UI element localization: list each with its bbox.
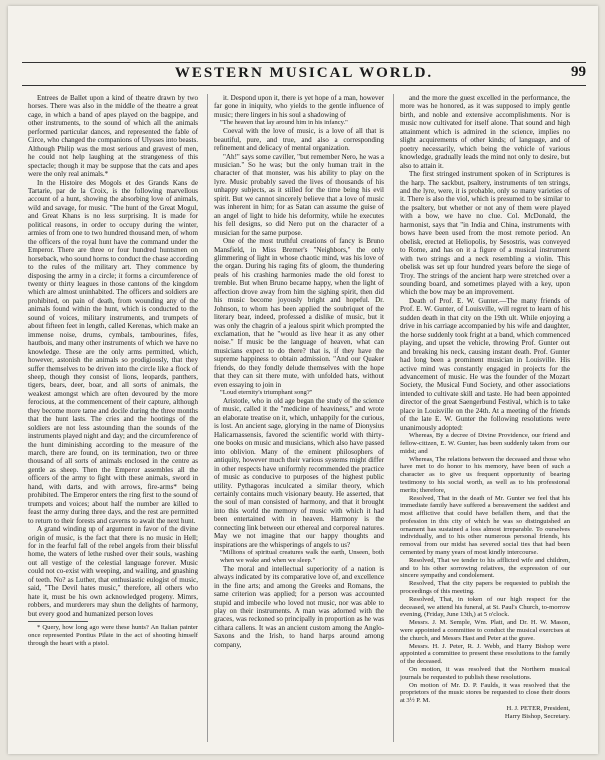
page-header bbox=[22, 62, 586, 86]
resolution: On motion, it was resolved that the Northern musical journals be requested to publish these resolutions. bbox=[400, 666, 570, 681]
resolution: Messrs. H. J. Peter, R. J. Webb, and Harry Bishop were appointed a committee to present these resolutions to the family of the deceased. bbox=[400, 642, 570, 666]
paragraph: The moral and intellectual superiority of a nation is always indicated by its comparative love of, and excellence in the fine arts; and among the Greeks and Romans, the same criterion was applied; for a person was accounted stupid and imbecile who loved not music, nor was able to play on their instruments. A man was adorned with the graces, was reckoned so principally in proportion as he was cithara callens. It was an ancient custom among the Anglo-Saxons and the Irish, to hand harps around among company, bbox=[214, 564, 384, 649]
paragraph: In the Histoire des Mogols et des Grands Kans de Tartarie, par de la Croix, is the following marvellous account of a hunt, showing the absorbing love of animals, wild and savage, for music. "The hunt of the Great Mogul, and Great Khans is no less surprising. It is made for political reasons, in order to occupy during the winter, armies of from one to two hundred thousand men, of whom the officers of the royal hunt have the command under the Emperor. There are three or four hundred huntsmen on horseback, who sound horns to conduct the chase according to the rules of the military art. They commence by disposing the army in a circle; it forms a circumference of twenty or thirty leagues in those cantons of the kingdom which are almost uninhabited. The officers and soldiers are prohibited, on pain of death, from wounding any of the animals found within the hunt, which is conducted to the sound of voices, military instruments, and trumpets of about fifteen feet in length, called Kerenas, which make an immense noise, drums, cymbals, tambourines, fifes, hautbois, and many other instruments of which we have no knowledge. These are the only arms permitted, which, however, astonish the animals so prodigiously, that they suffer themselves to be driven into the circle like a flock of sheep, though they consist of lions, leopards, panthers, tigers, bears, deer, boar, and all sorts of animals, the weakest amongst which are often devoured by the more ferocious, at the commencement of their capture, although they become more tame and docile during the three months that the hunt lasts. The cries and the hootings of the soldiers are not less astounding than the sounds of the instruments played night and day; and the circumference of the hunt diminishing according to the measure of the march, there are found, on its termination, two or three thousand of all sorts of animals enclosed in the centre as gentle as sheep. Then the Emperor assembles all the officers of the army to fight with these animals, sword in hand, with darts, and with arrows, fire-arms* being prohibited. The Emperor enters the ring first to the sound of trumpets and voices; about half the number are killed to feast the army during three days, and the rest are permitted to return to their forests and caverns to await the next hunt. bbox=[28, 178, 198, 525]
paragraph: Entrees de Ballet upon a kind of theatre drawn by two horses. There was also in the middle of the theatre a great cage, in which a band of apes played on the bagpipe, and other instruments, to the sound of which all the animals performed particular dances, and represented the fable of Circe, who changed the companions of Ulysses into beasts. Although Philip was the most serious and gravest of men, he could not help laughing at the strangeness of this spectacle; though it may be suppose that the cats and apes were the only real animals.* bbox=[28, 94, 198, 179]
resolution: Resolved, That, in token of our high respect for the deceased, we attend his funeral, at St. Paul's Church, to-morrow evening, (Friday, June 13th,) at 5 o'clock. bbox=[400, 595, 570, 619]
quotation: "Millions of spiritual creatures walk the earth, Unseen, both when we wake and when we sleep." bbox=[220, 549, 384, 564]
resolution: Whereas, The relations between the deceased and those who have met to do honor to his memory, have been of such a character as to give us frequent opportunity of bearing testimony to his social worth, as well as to his professional merits; therefore, bbox=[400, 455, 570, 494]
resolution: Messrs. J. M. Semple, Wm. Platt, and Dr. H. W. Mason, were appointed a committee to conduct the musical exercises at the church, and Messrs Hast and Peter at the grave. bbox=[400, 619, 570, 642]
column-2 bbox=[214, 94, 384, 747]
paragraph: One of the most truthful creations of fancy is Bruno Mansfield, in Miss Bremer's "Neighbors," the only glimmering of light in whose chaotic mind, was his love of the organ. During his raging fits of gloom, the thundering peals of his crashing harmonies made the old forest to tremble. But when Bruno became happy, when the light of affection drove away from him the sighing spirit, then did his music become joyously bright and hopeful. Dr. Johnson, to whom has been applied the soubriquet of the literary bear, indeed, professed a dislike of music, but it was only the chagrin of a jealous spirit which prompted the exclamation, that he "would as live hear it as any other noise." If music be the language of heaven, what can musicians expect to do there? that is, if they have the supreme happiness to obtain admission. "And our Quaker friends, do they fondly delude themselves with the hope that they can sit there mute, with unfolded hats, without even essaying to join in bbox=[214, 237, 384, 389]
resolution: Resolved, That the city papers be requested to publish the proceedings of this meeting. bbox=[400, 580, 570, 596]
footnote-divider bbox=[28, 621, 88, 622]
obituary-paragraph: Death of Prof. E. W. Gunter.—The many friends of Prof. E. W. Gunter, of Louisville, will regret to learn of his sudden death in that city on the 19th ult. While enjoying a drive in his carriage accompanied by his wife and daughter, the horse suddenly took fright at a band, which commenced playing, and upset the vehicle, throwing Prof. Gunter out and breaking his neck, causing instant death. Prof. Gunter had long been a prominent musician in Louisville. His active mind was constantly engaged in projects for the advancement of music. He was the founder of the Mozart Society, the Musical Fund Society, and other associations intended to cultivate skill and taste. He had been appointed director of the great Saengerbund Festival, which is to take place in Louisville on the 24th. At a meeting of the friends of the late E. W. Gunter the following resolutions were unanimously adopted: bbox=[400, 296, 570, 432]
column-1 bbox=[28, 94, 198, 744]
paragraph: Aristotle, who in old age began the study of the science of music, called it the "medicine of heaviness," and wrote an elaborate treatise on it, which, unhappily for the curious, is lost. An ancient sage, glorying in the name of Dionysius Halicarnassensis, favored the scientific world with thirty-one books on music and musicians, which also have passed into oblivion. Many of the eminent philosophers of antiquity, however much their various systems might differ in other respects have uniformly recommended the practice of music as conducive to purposes of the highest public utility. Pythagoras inculcated a similar theory, which certainly contains much visionary beauty. He asserted, that the soul of man consisted of harmony, and that it brought into this world the memory of music with which it had been entertained with in heaven. Harmony is the connecting link between our ethereal and corporeal natures. May we not imagine that our happy thoughts and inspirations are the whisperings of angels to us? bbox=[214, 397, 384, 549]
quotation: "The heaven that lay around him in his infancy." bbox=[220, 119, 348, 127]
paragraph: it. Despond upon it, there is yet hope of a man, however far gone in iniquity, who yields to the gentle influence of music; there lingers in his soul a shadowing of bbox=[214, 94, 384, 119]
paragraph: "Ah!" says some caviller, "but remember Nero, he was a musician." So he was; but the only human trait in the character of that monster, was his ability to play on the lyre. Music probably saved the lives of thousands of his unhappy subjects, as it stilled for the time being his evil spirit. But we cannot sincerely believe that a love of music was inherent in him; for as Satan can assume the guise of an angel of light to hide his deformity, while he executes his fell designs, so did Nero put on the character of a musician for the same purpose. bbox=[214, 152, 384, 237]
resolution: Resolved, That in the death of Mr. Gunter we feel that his immediate family have suffered a bereavement the saddest and most afflictive that could have befallen them, and that the profession in this city of which he was so distinguished an ornament has sustained a loss almost irreparable. To ourselves individually, and to his other numerous personal friends, his removal from our midst has severed social ties that had been cemented by many years of most kindly intercourse. bbox=[400, 494, 570, 557]
page-title: WESTERN MUSICAL WORLD. bbox=[174, 65, 434, 81]
resolution: Whereas, By a decree of Divine Providence, our friend and fellow-citizen, E. W. Gunter, has been suddenly taken from our midst; and bbox=[400, 432, 570, 455]
paragraph: The first stringed instrument spoken of in Scriptures is the harp. The sackbut, psaltery, instruments of ten strings, and the lyre, were, it is probable, only so many varieties of it. There is also the viol, which is presumed to be similar to the psaltery, but whether or not any of them were played with a bow, we have no clue. Col. McDonald, the harmonist, says that "in India and China, instruments with bows have been used from the most remote period. An obelisk, erected at Heliopolis, by Sesostris, was conveyed to Rome, and has on it a figure of a musical instrument with two strings and a neck resembling a violin. This obelisk was set up four hundred years before the siege of Troy. The strings of the ancient harp were stretched over a sounding board, and sometimes played with a key, upon which the bow may be an improvement. bbox=[400, 170, 570, 297]
quotation: "Loud eternity's triumphant song?" bbox=[220, 389, 313, 397]
footnote: * Query, how long ago were these hunts? An Italian painter once represented Pontius Pilate in the act of shooting himself through the heart with a pistol. bbox=[28, 624, 198, 647]
signature-president: H. J. PETER, President, bbox=[506, 705, 570, 713]
signature-secretary: Harry Bishop, Secretary. bbox=[504, 712, 570, 720]
paragraph: Coeval with the love of music, is a love of all that is beautiful, pure, and true, and also a corresponding refinement and delicacy of mental organization. bbox=[214, 127, 384, 153]
page-number: 99 bbox=[571, 64, 586, 80]
paragraph: A grand winding up of argument in favor of the divine origin of music, is the fact that there is no music in Hell; for in the fearful fall of the rebel angels from their blissful home, the waters of lethe rushed over their souls, washing out all vestige of the celestial language forever. Music could not co-exist with weeping, and wailing, and gnashing of teeth. No? as Luther, that enthusiastic eulogist of music, said, "The Devil hates music," therefore, all others who hate it, must be his own acknowledged progeny. Mimrs, robbers, and murderers may shun the delights of harmony, but every good and humanized person loves bbox=[28, 525, 198, 618]
column-divider bbox=[393, 94, 394, 742]
resolution: Resolved, That we tender to his afflicted wife and children, and to his other sorrowing relatives, the expression of our sincere sympathy and condolement. bbox=[400, 556, 570, 580]
column-3 bbox=[400, 94, 570, 741]
magazine-page bbox=[8, 6, 598, 754]
resolution: On motion of Mr. D. P. Faulds, it was resolved that the proprietors of the music stores be requested to close their doors at 3½ P. M. bbox=[400, 681, 570, 705]
paragraph: and the more the guest excelled in the performance, the more was he honored, as it was supposed to imply gentle birth, and noble and extensive accomplishments. Nor is music now cultivated for itself alone. That sound and high attainment which is admired in the science, implies no slight acquirements of other kinds; of language, and of poetry necessarily, which being the vehicle of various knowledge, gradually leads the mind not only to desire, but also to attain it. bbox=[400, 94, 570, 170]
column-divider bbox=[207, 94, 208, 742]
